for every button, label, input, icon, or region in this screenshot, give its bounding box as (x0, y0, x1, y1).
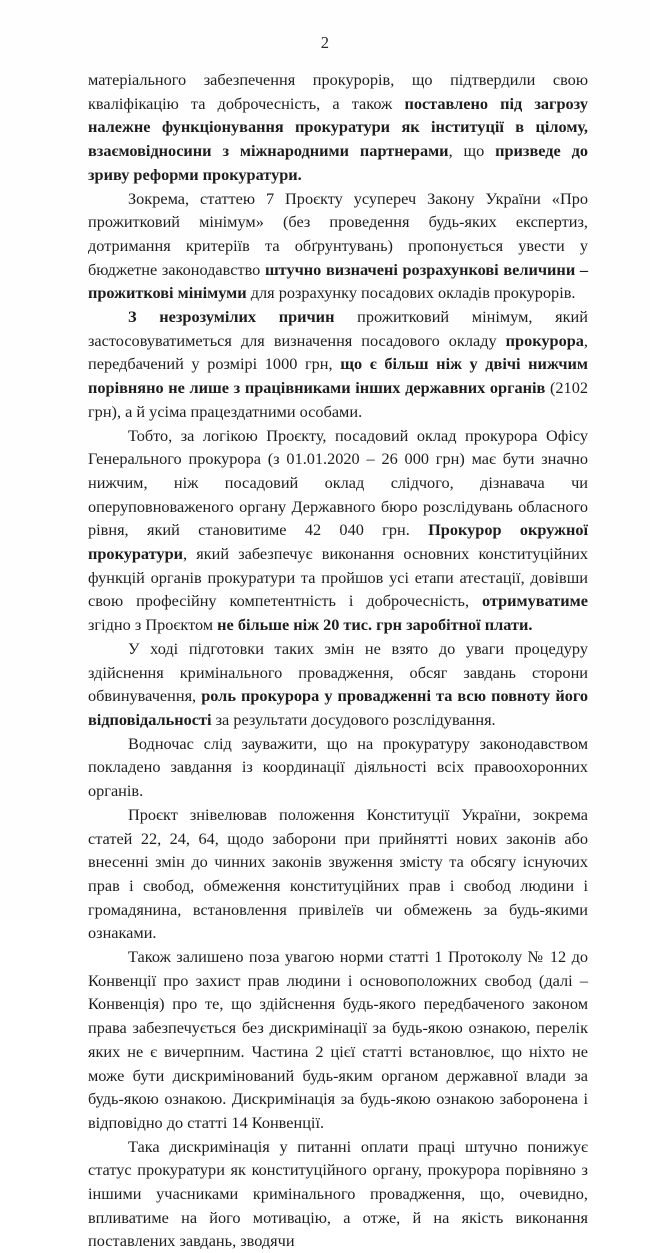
text-run-bold: що є більш ніж у двічі нижчим порівняно не лише з працівниками інших державних органів (88, 354, 588, 398)
text-run: для розрахунку посадових окладів прокурорів. (246, 283, 576, 303)
text-run: (2102 грн), а й усіма працездатними особами. (88, 378, 588, 421)
text-run: У ході підготовки таких змін не взято до уваги процедуру здійснення кримінального провадження, обсяг завдань сторони обвинувачення, (88, 638, 588, 706)
text-run-bold: поставлено під загрозу належне функціонування прокуратури як інституції в цілому, взаємовідносини з міжнародними партнерами (88, 93, 588, 161)
text-run-bold: не більше ніж 20 тис. грн заробітної плати. (217, 615, 533, 635)
text-run: прожитковий мінімум, який застосовуватиметься для визначення посадового окладу (88, 307, 588, 350)
text-run-bold: Прокурор окружної прокуратури (88, 520, 588, 564)
text-run: Зокрема, статтею 7 Проєкту усупереч Закону України «Про прожитковий мінімум» (без проведення будь-яких експертиз, дотримання критеріїв та обґрунтувань) пропонується увести у бюджетне законодавство (88, 188, 588, 279)
page-number: 2 (320, 33, 330, 52)
text-run: , що (448, 141, 496, 161)
paragraph (88, 187, 588, 306)
text-run: Тобто, за логікою Проєкту, посадовий оклад прокурора Офісу Генерального прокурора (з 01.01.2020 – 26 000 грн) має бути значно нижчим, ніж посадовий оклад слідчого, дізнавача чи оперуповноваженого органу Державного бюро розслідувань обласного рівня, який становитиме 42 040 грн. (88, 425, 588, 540)
text-run: , передбачений у розмірі 1000 грн, (88, 330, 588, 374)
paragraph (88, 305, 588, 424)
text-run: матеріального забезпечення прокурорів, що підтвердили свою кваліфікацію та доброчесність, а також (88, 70, 588, 113)
text-run-bold: штучно визначені розрахункові величини – прожиткові мінімуми (88, 259, 588, 303)
text-run-bold: призведе до зриву реформи прокуратури. (88, 141, 589, 184)
paragraph (88, 424, 588, 637)
text-run-bold: З незрозумілих причин (128, 307, 335, 327)
text-run: Проєкт знівелював положення Конституції України, зокрема статей 22, 24, 64, щодо заборони при прийнятті нових законів або внесенні змін до чинних законів звуження змісту та обсягу існуючих прав і свобод, обмеження конституційних прав і свобод людини і громадянина, встановлення привілеїв чи обмежень за будь-якими ознаками. (88, 804, 588, 943)
text-run: за результати досудового розслідування. (211, 709, 496, 729)
paragraph (88, 732, 588, 803)
text-run: Водночас слід зауважити, що на прокуратуру законодавством покладено завдання із координації діяльності всіх правоохоронних органів. (88, 733, 588, 801)
text-run: Також залишено поза увагою норми статті 1 Протоколу № 12 до Конвенції про захист прав людини і основоположних свобод (далі – Конвенція) про те, що здійснення будь-якого передбаченого законом права забезпечується без дискримінації за будь-якою ознакою, перелік яких не є вичерпним. Частина 2 цієї статті встановлює, що ніхто не може бути дискримінований будь-яким органом державної влади за будь-якою ознакою. Дискримінація за будь-якою ознакою заборонена і відповідно до статті 14 Конвенції. (88, 947, 588, 1132)
text-run-bold: роль прокурора у провадженні та всю повноту його відповідальності (88, 686, 589, 729)
text-run-bold: прокурора (505, 330, 584, 350)
paragraph (88, 945, 588, 1135)
paragraph (88, 803, 588, 945)
paragraph (88, 68, 588, 187)
text-run-bold: отримуватиме (482, 591, 588, 611)
paragraph (88, 1135, 588, 1253)
paragraph (88, 637, 588, 732)
text-run: Така дискримінація у питанні оплати праці штучно понижує статус прокуратури як конституційного органу, прокурора порівняно з іншими учасниками кримінального провадження, що, очевидно, впливатиме на його мотивацію, а отже, й на якість виконання поставлених завдань, зводячи (88, 1136, 588, 1251)
text-run: згідно з Проєктом (88, 615, 218, 635)
text-run: , який забезпечує виконання основних конституційних функцій органів прокуратури та пройшов усі етапи атестації, довівши свою професійну компетентність і доброчесність, (88, 544, 588, 611)
document-body (88, 68, 588, 1253)
